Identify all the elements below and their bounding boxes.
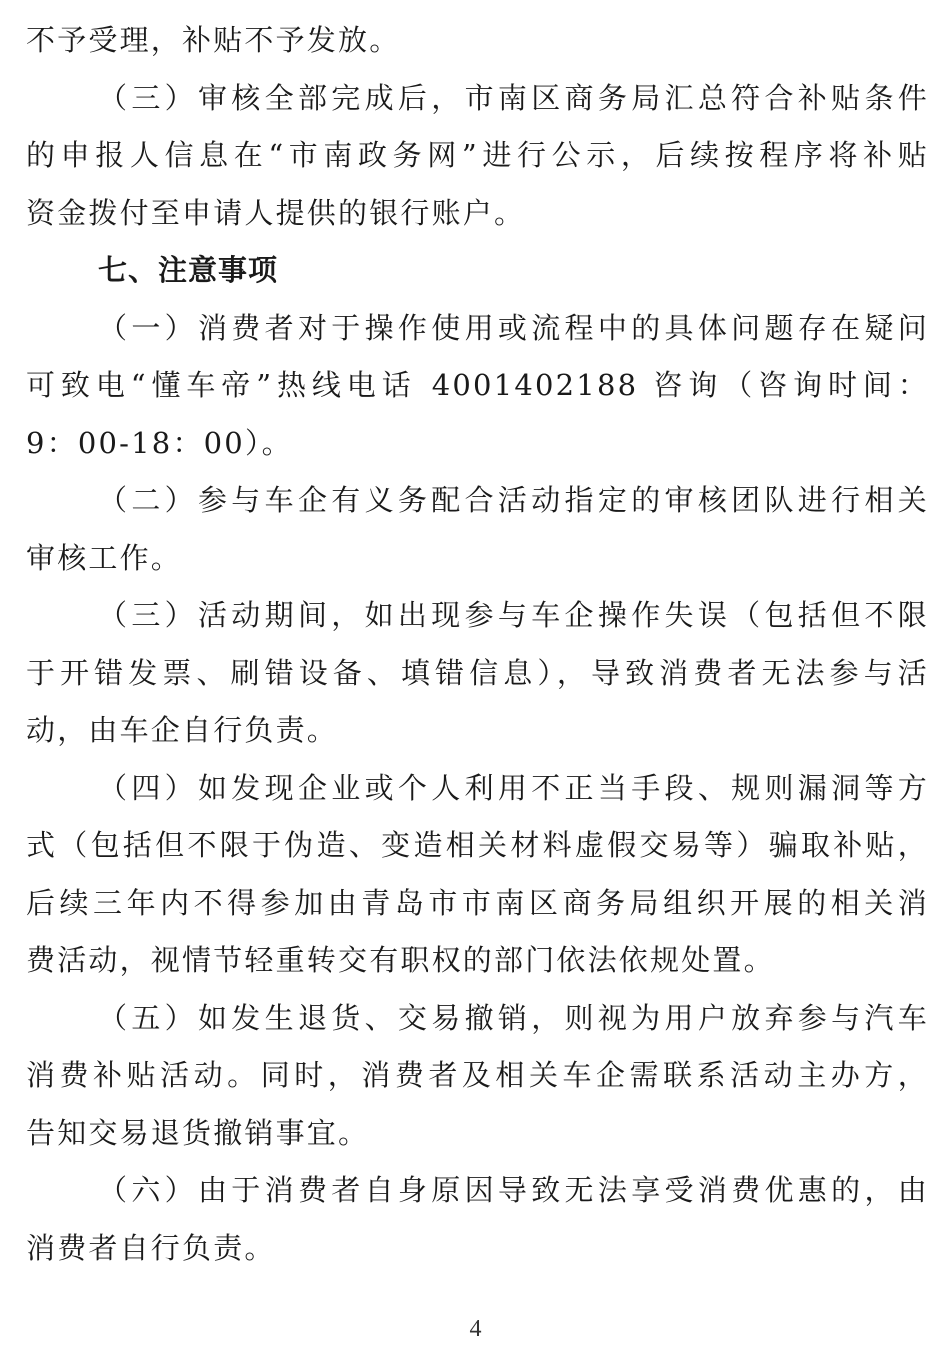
text-line: 不予受理，补贴不予发放。 [26,23,401,57]
text-line: 式（包括但不限于伪造、变造相关材料虚假交易等）骗取补贴， [26,828,929,862]
section-heading: 七、注意事项 [98,253,279,287]
text-line: （一）消费者对于操作使用或流程中的具体问题存在疑问 [98,310,929,345]
text-line: 审核工作。 [26,540,183,575]
page-number: 4 [469,1316,482,1342]
text-line: （三）审核全部完成后，市南区商务局汇总符合补贴条件 [98,80,929,115]
text-line: （三）活动期间，如出现参与车企操作失误（包括但不限 [98,598,929,632]
text-line: 可致电“懂车帝”热线电话 4001402188 咨询（咨询时间： [26,368,929,402]
text-line: 资金拨付至申请人提供的银行账户。 [26,195,526,230]
text-line: 动，由车企自行负责。 [26,713,339,747]
text-line: 告知交易退货撤销事宜。 [26,1115,370,1150]
text-line: （四）如发现企业或个人利用不正当手段、规则漏洞等方 [98,770,929,805]
text-line: 消费补贴活动。同时，消费者及相关车企需联系活动主办方， [26,1058,929,1092]
text-line: （五）如发生退货、交易撤销，则视为用户放弃参与汽车 [98,1000,929,1035]
text-line: 后续三年内不得参加由青岛市市南区商务局组织开展的相关消 [26,885,929,920]
text-line: 于开错发票、刷错设备、填错信息），导致消费者无法参与活 [26,655,929,690]
text-line: 消费者自行负责。 [26,1230,276,1265]
text-line: （二）参与车企有义务配合活动指定的审核团队进行相关 [98,483,929,517]
text-line: 的申报人信息在“市南政务网”进行公示，后续按程序将补贴 [26,138,929,172]
text-line: 9：00-18：00）。 [26,425,293,460]
text-line: 费活动，视情节轻重转交有职权的部门依法依规处置。 [26,943,775,977]
text-line: （六）由于消费者自身原因导致无法享受消费优惠的，由 [98,1173,929,1207]
